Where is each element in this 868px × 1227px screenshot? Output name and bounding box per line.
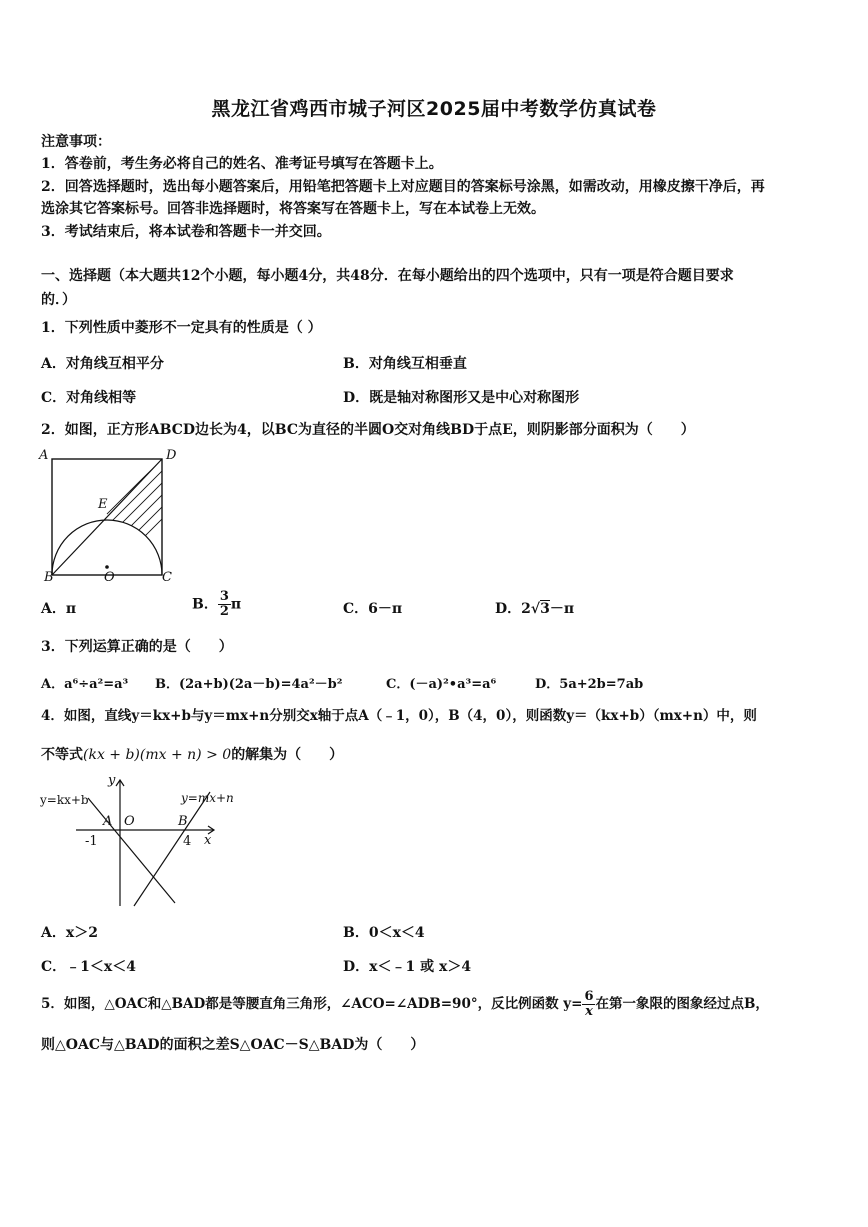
q4-option-a: A．x＞2	[41, 925, 98, 941]
fraction: $\frac{3}{2}$	[219, 589, 229, 619]
question-1-stem: 1．下列性质中菱形不一定具有的性质是（ ）	[41, 320, 322, 336]
notice-item: 3．考试结束后，将本试卷和答题卡一并交回。	[41, 224, 331, 240]
label-line2: y=mx+n	[181, 791, 234, 805]
page-title: 黑龙江省鸡西市城子河区2025届中考数学仿真试卷	[211, 98, 657, 120]
q1-option-d: D．既是轴对称图形又是中心对称图形	[343, 390, 580, 406]
q4-option-d: D．x＜﹣1 或 x＞4	[343, 959, 472, 975]
label-neg1: -1	[85, 834, 98, 849]
fraction: $\frac{6}{x}$	[584, 989, 594, 1019]
q2-option-a: A．π	[41, 601, 77, 617]
q2-option-b: B． $\frac{3}{2}$ π	[192, 589, 242, 619]
two-lines-graph	[38, 772, 253, 912]
label-b: B	[178, 814, 188, 829]
question-2-stem: 2．如图，正方形ABCD边长为4，以BC为直径的半圆O交对角线BD于点E，则阴影部分面积为（ ）	[41, 422, 695, 438]
label-4: 4	[183, 834, 192, 849]
notice-heading: 注意事项：	[41, 134, 111, 150]
label-o: O	[104, 570, 115, 585]
label-e: E	[98, 497, 108, 512]
label-c: C	[162, 570, 172, 585]
q4-option-b: B．0＜x＜4	[343, 925, 425, 941]
notice-item: 1．答卷前，考生务必将自己的姓名、准考证号填写在答题卡上。	[41, 156, 443, 172]
q2-option-c: C．6－π	[343, 601, 403, 617]
question-5-stem-cont: 则△OAC与△BAD的面积之差S△OAC－S△BAD为（ ）	[41, 1037, 425, 1053]
q1-option-b: B．对角线互相垂直	[343, 356, 467, 372]
question-3-stem: 3．下列运算正确的是（ ）	[41, 639, 233, 655]
label-a: A	[39, 448, 49, 463]
sqrt-sign: √	[530, 601, 541, 617]
label-line1: y=kx+b	[40, 793, 89, 807]
q2-option-d: D．2√3－π	[495, 601, 575, 617]
q3-option-d: D．5a+2b=7ab	[535, 677, 644, 692]
q3-option-a: A．a⁶÷a²=a³	[41, 677, 129, 692]
label-y: y	[108, 773, 116, 788]
label-x: x	[204, 833, 212, 848]
q1-option-c: C．对角线相等	[41, 390, 137, 406]
q1-option-a: A．对角线互相平分	[41, 356, 164, 372]
section-heading-cont: 的．）	[41, 292, 76, 308]
notice-item: 选涂其它答案标号。回答非选择题时，将答案写在答题卡上，写在本试卷上无效。	[41, 201, 545, 217]
question-5-stem: 5．如图，△OAC和△BAD都是等腰直角三角形，∠ACO=∠ADB=90°，反比例函数 y= $\frac{6}{x}$ 在第一象限的图象经过点B，	[41, 989, 769, 1019]
q3-option-c: C．(－a)²•a³=a⁶	[386, 677, 497, 692]
q3-option-b: B．(2a+b)(2a－b)=4a²－b²	[155, 677, 343, 692]
label-d: D	[166, 448, 177, 463]
square-semicircle-figure	[36, 445, 186, 585]
question-4-stem: 4．如图，直线y＝kx+b与y＝mx+n分别交x轴于点A（﹣1，0），B（4，0），则函数y＝（kx+b）（mx+n）中，则	[41, 708, 757, 724]
line-mx-n	[134, 792, 210, 906]
label-b: B	[44, 570, 54, 585]
question-4-stem-cont: 不等式(kx + b)(mx + n) > 0的解集为（ ）	[41, 747, 344, 763]
q4-option-c: C．﹣1＜x＜4	[41, 959, 136, 975]
label-o: O	[124, 814, 135, 829]
inequality: (kx + b)(mx + n) > 0	[83, 747, 232, 763]
label-a: A	[103, 814, 113, 829]
notice-item: 2．回答选择题时，选出每小题答案后，用铅笔把答题卡上对应题目的答案标号涂黑，如需改动，用橡皮擦干净后，再	[41, 179, 765, 195]
point-o	[105, 565, 109, 569]
section-heading: 一、选择题（本大题共12个小题，每小题4分，共48分．在每小题给出的四个选项中，只有一项是符合题目要求	[41, 268, 734, 284]
